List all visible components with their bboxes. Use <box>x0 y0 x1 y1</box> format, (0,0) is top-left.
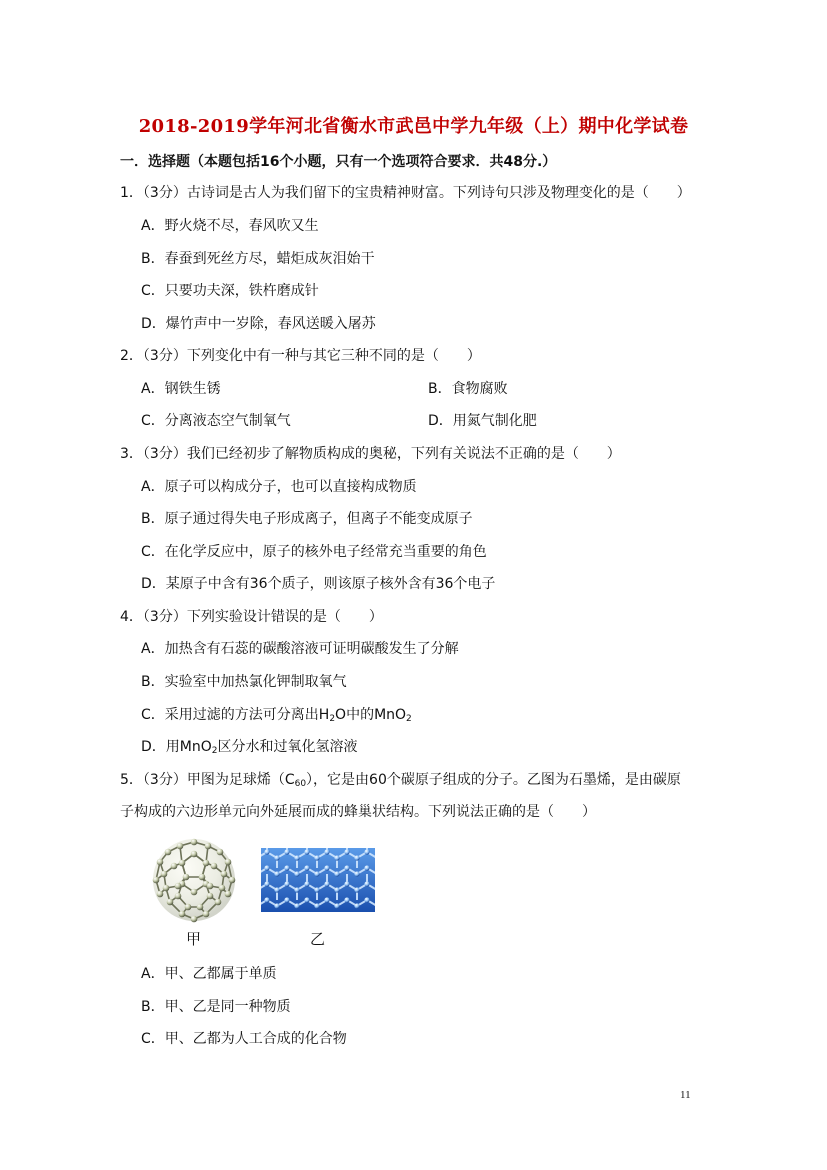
exam-title: 2018-2019学年河北省衡水市武邑中学九年级（上）期中化学试卷 <box>138 116 689 137</box>
stem-text-1: 5．（3分）甲图为足球烯（C <box>120 772 295 788</box>
question-2-option-b[interactable]: B．食物腐败 <box>428 381 508 397</box>
fullerene-image <box>148 834 240 926</box>
caption-graphene: 乙 <box>310 930 326 948</box>
question-5-option-b[interactable]: B．甲、乙是同一种物质 <box>141 999 291 1015</box>
graphene-image <box>261 848 375 912</box>
question-1-option-c[interactable]: C．只要功夫深，铁杵磨成针 <box>141 283 319 299</box>
question-4-stem: 4．（3分）下列实验设计错误的是（ ） <box>120 609 383 625</box>
question-2-stem: 2．（3分）下列变化中有一种与其它三种不同的是（ ） <box>120 348 481 364</box>
question-5-stem-line-1 <box>120 769 681 789</box>
page-number: 11 <box>680 1089 691 1101</box>
question-3-option-c[interactable]: C．在化学反应中，原子的核外电子经常充当重要的角色 <box>141 544 487 560</box>
question-3-option-b[interactable]: B．原子通过得失电子形成离子，但离子不能变成原子 <box>141 511 473 527</box>
question-1-stem: 1．（3分）古诗词是古人为我们留下的宝贵精神财富。下列诗句只涉及物理变化的是（ ） <box>120 185 691 201</box>
question-1-option-a[interactable]: A．野火烧不尽，春风吹又生 <box>141 218 319 234</box>
question-4-option-b[interactable]: B．实验室中加热氯化钾制取氧气 <box>141 674 347 690</box>
question-2-option-a[interactable]: A．钢铁生锈 <box>141 381 221 397</box>
option-d-text-1: D．用MnO <box>141 739 212 755</box>
question-3-stem: 3．（3分）我们已经初步了解物质构成的奥秘，下列有关说法不正确的是（ ） <box>120 446 621 462</box>
question-5-stem-line-2: 子构成的六边形单元向外延展而成的蜂巢状结构。下列说法正确的是（ ） <box>120 804 596 820</box>
subscript: 2 <box>211 746 218 756</box>
option-c-text-2: O中的MnO <box>335 707 407 723</box>
option-d-text-2: 区分水和过氧化氢溶液 <box>217 739 358 755</box>
subscript: 2 <box>406 714 412 724</box>
question-4-option-a[interactable]: A．加热含有石蕊的碳酸溶液可证明碳酸发生了分解 <box>141 641 459 657</box>
option-c-text-1: C．采用过滤的方法可分离出H <box>141 707 330 723</box>
question-3-option-d[interactable]: D．某原子中含有36个质子，则该原子核外含有36个电子 <box>141 576 496 592</box>
question-1-option-b[interactable]: B．春蚕到死丝方尽，蜡炬成灰泪始干 <box>141 251 375 267</box>
question-4-option-c[interactable] <box>141 704 412 724</box>
question-1-option-d[interactable]: D．爆竹声中一岁除，春风送暖入屠苏 <box>141 316 376 332</box>
subscript: 60 <box>294 779 307 789</box>
caption-fullerene: 甲 <box>186 930 202 948</box>
question-3-option-a[interactable]: A．原子可以构成分子，也可以直接构成物质 <box>141 479 417 495</box>
question-5-option-a[interactable]: A．甲、乙都属于单质 <box>141 966 277 982</box>
question-2-option-c[interactable]: C．分离液态空气制氧气 <box>141 413 291 429</box>
stem-text-2: ），它是由60个碳原子组成的分子。乙图为石墨烯，是由碳原 <box>306 772 681 788</box>
question-5-option-c[interactable]: C．甲、乙都为人工合成的化合物 <box>141 1031 347 1047</box>
section-header: 一．选择题（本题包括16个小题，只有一个选项符合要求．共48分.） <box>120 154 557 170</box>
subscript: 2 <box>329 714 336 724</box>
question-4-option-d[interactable] <box>141 736 358 756</box>
question-2-option-d[interactable]: D．用氮气制化肥 <box>428 413 537 429</box>
